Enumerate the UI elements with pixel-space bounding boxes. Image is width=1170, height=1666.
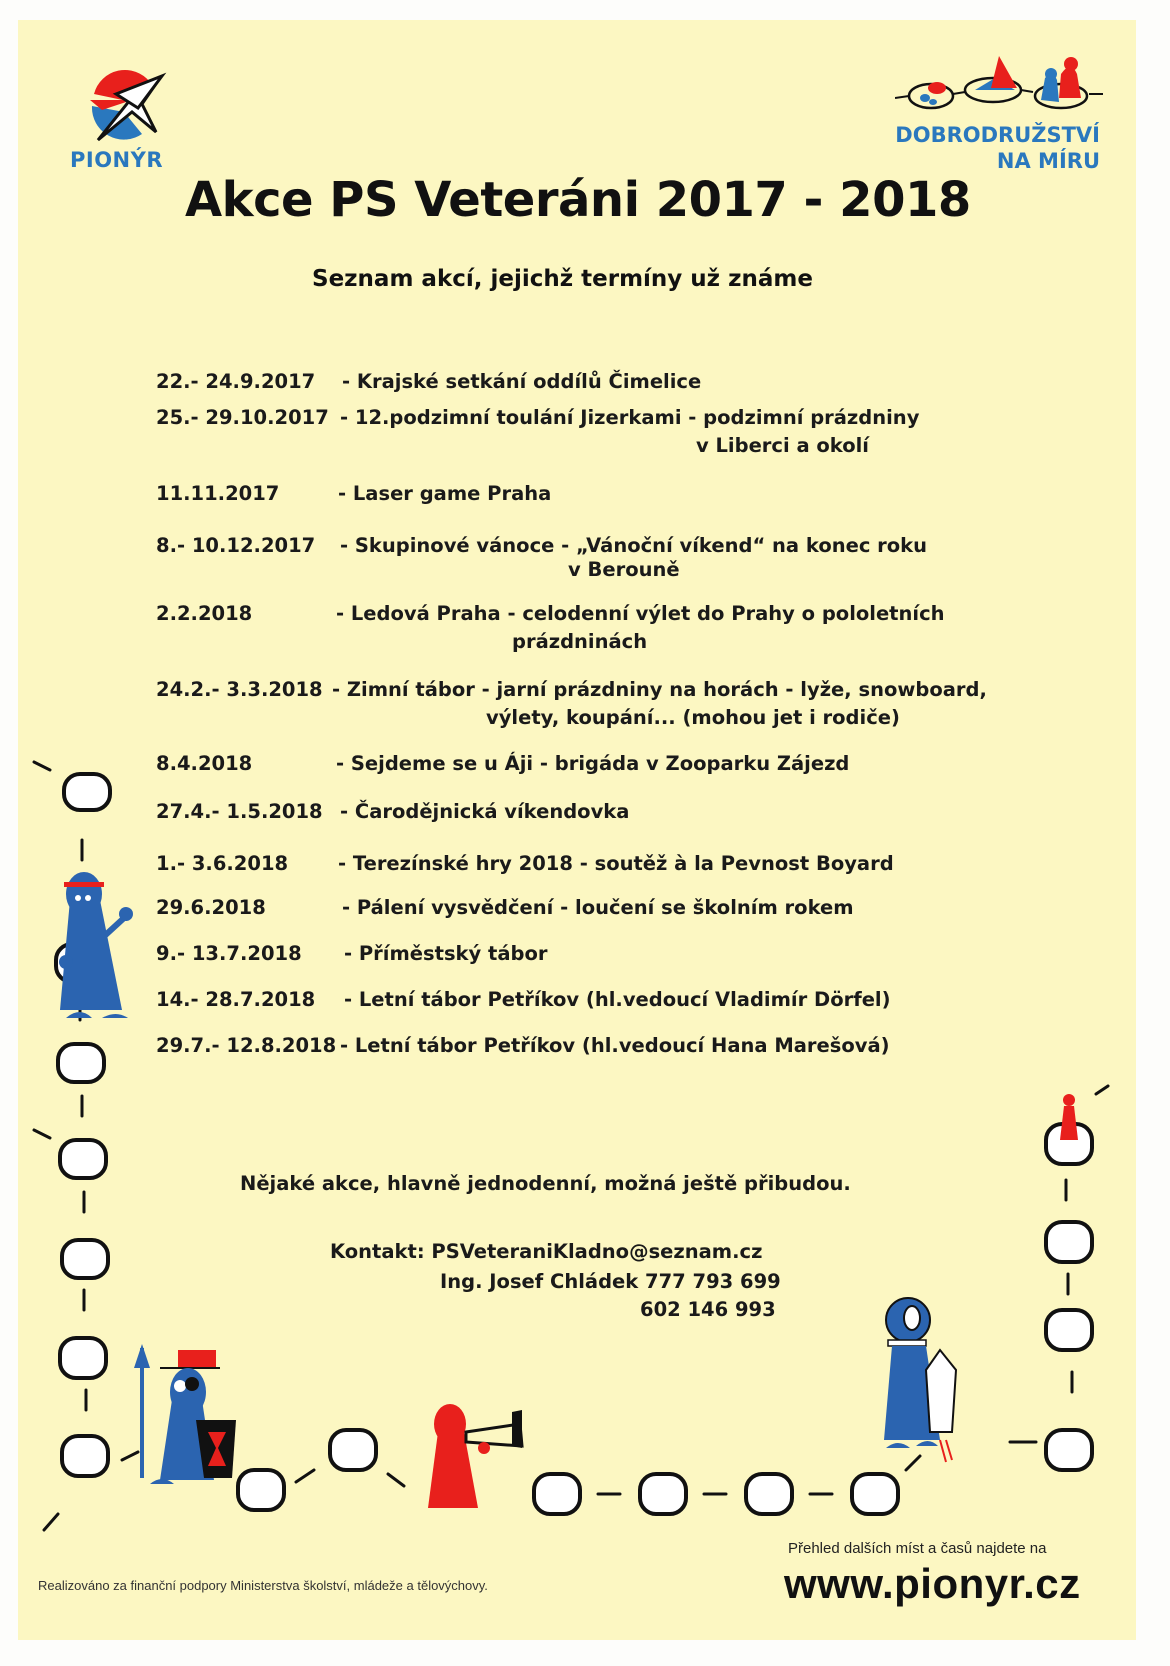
dobrodruzstvi-line2: NA MÍRU — [996, 149, 1100, 173]
event-date: 27.4.- 1.5.2018 — [156, 800, 323, 823]
page-title: Akce PS Veteráni 2017 - 2018 — [185, 172, 971, 228]
event-description: - Terezínské hry 2018 - soutěž à la Pevnost Boyard — [338, 852, 894, 875]
event-description: - Ledová Praha - celodenní výlet do Prahy o pololetních — [336, 602, 945, 625]
event-description: - Laser game Praha — [338, 482, 552, 505]
event-date: 29.7.- 12.8.2018 — [156, 1034, 337, 1057]
event-date: 24.2.- 3.3.2018 — [156, 678, 323, 701]
event-date: 25.- 29.10.2017 — [156, 406, 329, 429]
contact-person-phone: Ing. Josef Chládek 777 793 699 — [440, 1270, 781, 1293]
dobrodruzstvi-game-pieces-logo-icon — [895, 50, 1105, 120]
event-description: - Příměstský tábor — [344, 942, 548, 965]
event-date: 8.- 10.12.2017 — [156, 534, 316, 557]
event-date: 8.4.2018 — [156, 752, 253, 775]
contact-email[interactable]: Kontakt: PSVeteraniKladno@seznam.cz — [330, 1240, 763, 1263]
event-description: - 12.podzimní toulání Jizerkami - podzimní prázdniny — [340, 406, 920, 429]
note-more-events: Nějaké akce, hlavně jednodenní, možná ještě přibudou. — [240, 1172, 851, 1195]
funding-note: Realizováno za finanční podpory Ministerstva školství, mládeže a tělovýchovy. — [38, 1578, 488, 1593]
more-info-text: Přehled dalších míst a časů najdete na — [788, 1540, 1047, 1557]
event-date: 1.- 3.6.2018 — [156, 852, 289, 875]
event-date: 2.2.2018 — [156, 602, 253, 625]
event-description: - Pálení vysvědčení - loučení se školním rokem — [342, 896, 854, 919]
event-description-continued: v Berouně — [568, 558, 680, 581]
pionyr-logo-text: PIONÝR — [70, 148, 164, 172]
poster-paper — [18, 20, 1136, 1640]
event-date: 14.- 28.7.2018 — [156, 988, 316, 1011]
event-description-continued: prázdninách — [512, 630, 648, 653]
event-description-continued: v Liberci a okolí — [696, 434, 869, 457]
dobrodruzstvi-line1: DOBRODRUŽSTVÍ — [895, 123, 1100, 147]
event-description: - Letní tábor Petříkov (hl.vedoucí Hana Marešová) — [340, 1034, 890, 1057]
event-description: - Zimní tábor - jarní prázdniny na horách - lyže, snowboard, — [332, 678, 987, 701]
event-description: - Sejdeme se u Áji - brigáda v Zooparku Zájezd — [336, 752, 850, 775]
event-date: 29.6.2018 — [156, 896, 266, 919]
event-description-continued: výlety, koupání... (mohou jet i rodiče) — [486, 706, 900, 729]
dobrodruzstvi-logo-text — [880, 122, 1100, 174]
event-date: 9.- 13.7.2018 — [156, 942, 302, 965]
event-date: 11.11.2017 — [156, 482, 280, 505]
website-link[interactable]: www.pionyr.cz — [784, 1560, 1081, 1607]
event-description: - Skupinové vánoce - „Vánoční víkend“ na konec roku — [340, 534, 928, 557]
event-description: - Čarodějnická víkendovka — [340, 800, 630, 823]
event-date: 22.- 24.9.2017 — [156, 370, 316, 393]
page-subtitle: Seznam akcí, jejichž termíny už známe — [312, 266, 813, 292]
event-description: - Letní tábor Petříkov (hl.vedoucí Vladimír Dörfel) — [344, 988, 891, 1011]
event-description: - Krajské setkání oddílů Čimelice — [342, 370, 702, 393]
contact-phone-secondary: 602 146 993 — [640, 1298, 776, 1321]
